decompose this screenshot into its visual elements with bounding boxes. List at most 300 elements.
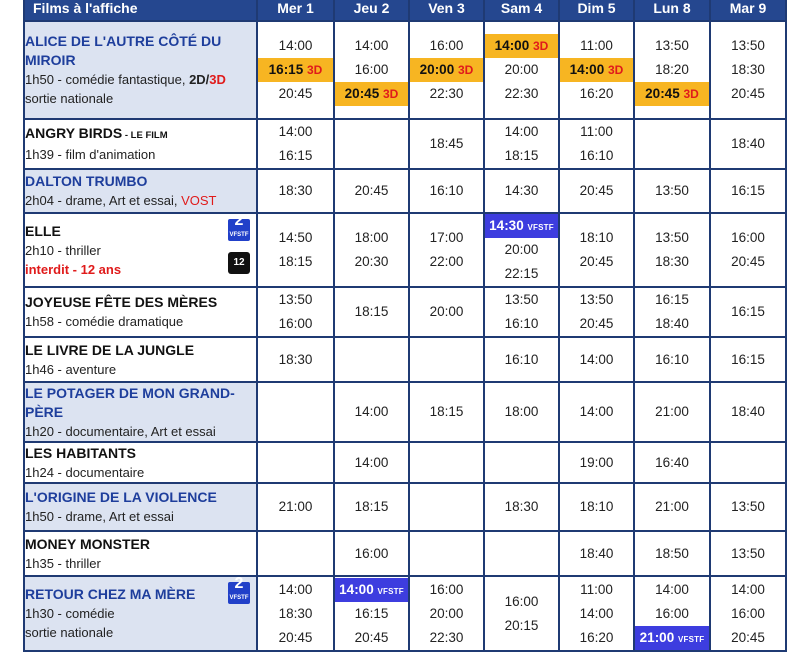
showtime-time: 14:00 <box>579 351 614 367</box>
film-info-cell <box>24 382 257 442</box>
film-info-cell <box>24 21 257 119</box>
showtime[interactable] <box>711 179 785 203</box>
showtime[interactable] <box>410 602 483 626</box>
showtime-time: 20:30 <box>354 254 389 269</box>
showtimes-cell <box>409 21 484 119</box>
showtime-time: 20:45 <box>278 629 313 645</box>
showtimes-cell <box>334 169 409 213</box>
showtime[interactable] <box>485 348 558 372</box>
showtime[interactable] <box>410 226 483 250</box>
showtime-time: 22:30 <box>504 86 539 101</box>
showtime-time: 18:10 <box>579 499 614 514</box>
showtimes-cell <box>710 382 786 442</box>
film-genre: - documentaire, Art et essai <box>53 423 216 439</box>
format-3d-tag: 3D <box>532 39 549 53</box>
showtimes-cell <box>710 531 786 576</box>
showtime-time: 16:15 <box>268 62 304 77</box>
showtime[interactable] <box>635 312 709 336</box>
showtime-time: 21:00 <box>639 629 675 645</box>
format-3d-tag: 3D <box>683 87 699 101</box>
showtime-time: 18:00 <box>354 230 389 245</box>
film-subtitle: - LE FILM <box>122 130 168 141</box>
showtime[interactable] <box>410 250 483 274</box>
showtimes-cell <box>559 287 634 337</box>
showtime[interactable] <box>560 578 633 602</box>
showtime[interactable] <box>335 250 408 274</box>
showtime[interactable] <box>635 451 709 475</box>
showtime-time: 16:20 <box>579 629 614 645</box>
vfstf-tag: VFSTF <box>527 223 554 232</box>
film-title[interactable] <box>25 488 256 507</box>
film-title[interactable] <box>25 32 256 70</box>
format-3d-tag: 3D <box>457 63 474 77</box>
showtime-time: 16:00 <box>429 38 464 53</box>
showtime[interactable] <box>335 179 408 203</box>
film-title[interactable] <box>25 444 256 463</box>
showtime[interactable] <box>258 250 333 274</box>
day-header: Mar 9 <box>710 0 786 21</box>
showtime[interactable] <box>560 400 633 424</box>
film-row <box>24 337 786 382</box>
films-table-body <box>24 21 786 651</box>
film-title[interactable] <box>25 293 256 312</box>
showtime[interactable] <box>485 288 558 312</box>
showtime-time: 16:10 <box>504 351 539 367</box>
film-title-text: RETOUR CHEZ MA MÈRE <box>25 586 196 602</box>
film-duration: 1h46 <box>25 361 54 377</box>
showtimes-cell <box>257 287 334 337</box>
showtimes-cell <box>634 213 710 287</box>
showtimes-cell <box>710 337 786 382</box>
showtime[interactable] <box>410 626 483 650</box>
showtimes-cell <box>334 442 409 483</box>
showtime[interactable] <box>485 144 558 168</box>
showtimes-cell <box>409 213 484 287</box>
film-title[interactable] <box>25 585 256 604</box>
showtimes-cell <box>559 531 634 576</box>
film-title-text: ELLE <box>25 222 61 239</box>
showtime-time: 16:00 <box>731 605 765 621</box>
showtime[interactable] <box>335 58 408 82</box>
showtime[interactable] <box>711 542 785 566</box>
film-duration: 1h30 <box>25 606 54 621</box>
showtime[interactable] <box>560 312 633 336</box>
showtime[interactable] <box>635 348 709 372</box>
showtime[interactable] <box>410 179 483 203</box>
film-title-text: ANGRY BIRDS <box>25 125 123 141</box>
film-genre: - comédie <box>53 606 115 621</box>
showtimes-cell <box>409 287 484 337</box>
showtime-time: 18:10 <box>579 230 614 245</box>
showtime[interactable] <box>635 626 709 650</box>
showtime-time: 14:00 <box>278 38 313 53</box>
showtime[interactable] <box>410 58 483 82</box>
showtimes-cell <box>559 169 634 213</box>
showtimes-cell <box>409 169 484 213</box>
showtime[interactable] <box>711 495 785 519</box>
showtime-time: 16:00 <box>504 593 539 609</box>
showtime[interactable] <box>485 400 558 424</box>
showtimes-cell <box>559 576 634 651</box>
showtime[interactable] <box>335 82 408 106</box>
showtime[interactable] <box>485 82 558 106</box>
showtime[interactable] <box>258 82 333 106</box>
showtime[interactable] <box>560 82 633 106</box>
showtime-time: 13:50 <box>655 183 689 198</box>
showtimes-cell <box>634 169 710 213</box>
showtime[interactable] <box>711 300 785 324</box>
showtimes-cell <box>559 337 634 382</box>
showtime[interactable] <box>485 34 558 58</box>
showtimes-cell <box>559 382 634 442</box>
showtime-time: 18:30 <box>731 62 765 77</box>
film-duration: 1h24 <box>25 464 54 480</box>
showtime[interactable] <box>711 226 785 250</box>
showtime[interactable] <box>485 495 558 519</box>
format-3d-tag: 3D <box>306 63 323 77</box>
showtime[interactable] <box>635 288 709 312</box>
showtimes-cell <box>559 21 634 119</box>
showtime[interactable] <box>410 82 483 106</box>
showtime[interactable] <box>258 120 333 144</box>
showtime[interactable] <box>410 132 483 156</box>
showtimes-cell <box>334 119 409 169</box>
showtime[interactable] <box>560 542 633 566</box>
showtimes-cell <box>257 442 334 483</box>
film-title-text: MONEY MONSTER <box>25 535 150 552</box>
showtimes-cell <box>710 576 786 651</box>
showtime-time: 14:00 <box>731 581 765 597</box>
header-row <box>24 0 786 21</box>
showtimes-cell <box>484 287 559 337</box>
showtimes-cell <box>257 483 334 531</box>
showtimes-cell <box>559 483 634 531</box>
age-12-icon: 12 <box>228 252 250 274</box>
showtime[interactable] <box>711 132 785 156</box>
film-genre: - thriller <box>53 242 101 258</box>
showtime[interactable] <box>711 400 785 424</box>
showtime[interactable] <box>258 144 333 168</box>
film-duration: 1h20 <box>25 423 54 439</box>
showtime[interactable] <box>258 179 333 203</box>
showtime-time: 18:50 <box>655 545 689 561</box>
release-note: sortie nationale <box>25 625 114 640</box>
showtime[interactable] <box>335 602 408 626</box>
film-duration: 2h04 <box>25 193 54 208</box>
showtimes-cell <box>334 382 409 442</box>
showtime-time: 18:15 <box>278 254 313 269</box>
showtime[interactable] <box>258 578 333 602</box>
showtime[interactable] <box>335 626 408 650</box>
film-title[interactable] <box>25 384 256 422</box>
showtime[interactable] <box>258 348 333 372</box>
showtime-time: 14:00 <box>504 124 539 139</box>
showtime[interactable] <box>258 58 333 82</box>
showtime-time: 13:50 <box>504 292 539 307</box>
showtime[interactable] <box>485 590 558 614</box>
showtime[interactable] <box>258 226 333 250</box>
showtime[interactable] <box>258 626 333 650</box>
showtime[interactable] <box>485 262 558 286</box>
showtimes-cell <box>257 337 334 382</box>
showtime-time: 13:50 <box>731 38 765 53</box>
showtime-time: 20:45 <box>579 254 614 269</box>
showtime[interactable] <box>711 348 785 372</box>
showtime[interactable] <box>560 495 633 519</box>
showtime-time: 20:00 <box>504 242 539 257</box>
film-duration: 1h50 <box>25 509 54 524</box>
showtime[interactable] <box>485 214 558 238</box>
film-title-text: DALTON TRUMBO <box>25 173 148 189</box>
film-details <box>25 70 256 89</box>
showtime-time: 18:30 <box>278 605 313 621</box>
film-row <box>24 382 786 442</box>
day-header: Mer 1 <box>257 0 334 21</box>
showtime[interactable] <box>335 400 408 424</box>
film-details <box>25 463 256 482</box>
showtime[interactable] <box>711 602 785 626</box>
film-details <box>25 507 256 526</box>
vost-label: VOST <box>181 193 217 208</box>
showtime[interactable] <box>410 400 483 424</box>
showtime-time: 16:15 <box>655 292 689 307</box>
showtime-time: 13:50 <box>731 499 765 514</box>
showtimes-cell <box>484 576 559 651</box>
showtime[interactable] <box>410 578 483 602</box>
showtime-time: 14:00 <box>579 605 614 621</box>
showtime-time: 14:30 <box>489 218 524 233</box>
showtime-time: 14:00 <box>569 62 605 77</box>
showtimes-cell <box>559 119 634 169</box>
showtime[interactable] <box>711 250 785 274</box>
showtime[interactable] <box>335 451 408 475</box>
showtime-time: 18:40 <box>731 404 765 419</box>
showtimes-cell <box>257 169 334 213</box>
showtimes-cell <box>484 337 559 382</box>
showtime[interactable] <box>258 34 333 58</box>
showtimes-cell <box>334 287 409 337</box>
day-header: Ven 3 <box>409 0 484 21</box>
showtimes-cell <box>484 21 559 119</box>
showtimes-cell <box>257 213 334 287</box>
showtime-time: 16:00 <box>278 316 313 331</box>
film-info-cell <box>24 442 257 483</box>
showtime-time: 16:00 <box>354 545 389 561</box>
film-title-text: LES HABITANTS <box>25 444 136 461</box>
film-row <box>24 21 786 119</box>
showtimes-cell <box>257 119 334 169</box>
showtime-time: 21:00 <box>655 404 689 419</box>
showtime[interactable] <box>635 542 709 566</box>
film-title[interactable] <box>25 124 256 145</box>
showtime[interactable] <box>560 451 633 475</box>
film-duration: 1h50 <box>25 72 54 87</box>
film-genre: - comédie fantastique, <box>53 72 190 87</box>
film-title-text: JOYEUSE FÊTE DES MÈRES <box>25 294 218 310</box>
showtimes-cell <box>484 382 559 442</box>
showtime[interactable] <box>560 120 633 144</box>
showtime-time: 18:30 <box>278 183 313 198</box>
showtime-time: 14:00 <box>494 38 530 53</box>
showtime[interactable] <box>560 226 633 250</box>
showtimes-cell <box>710 442 786 483</box>
showtime-time: 22:30 <box>429 86 464 101</box>
showtime-time: 16:00 <box>731 230 765 245</box>
showtime-time: 18:15 <box>429 404 464 419</box>
showtimes-cell <box>710 287 786 337</box>
showtime[interactable] <box>560 58 633 82</box>
showtime[interactable] <box>560 34 633 58</box>
showtime[interactable] <box>635 250 709 274</box>
showtime-time: 16:40 <box>655 454 689 470</box>
showtime-time: 22:15 <box>504 266 539 281</box>
showtime[interactable] <box>560 288 633 312</box>
showtime[interactable] <box>711 626 785 650</box>
day-header: Dim 5 <box>559 0 634 21</box>
day-header: Sam 4 <box>484 0 559 21</box>
release-note: sortie nationale <box>25 91 114 106</box>
showtime[interactable] <box>560 250 633 274</box>
showtime-time: 14:00 <box>354 38 389 53</box>
showtime[interactable] <box>410 300 483 324</box>
showtime[interactable] <box>410 34 483 58</box>
showtimes-cell <box>484 169 559 213</box>
showtime[interactable] <box>485 238 558 262</box>
showtime[interactable] <box>711 578 785 602</box>
showtime[interactable] <box>635 495 709 519</box>
showtimes-cell <box>334 483 409 531</box>
showtime[interactable] <box>335 495 408 519</box>
showtime[interactable] <box>635 400 709 424</box>
showtime-time: 18:20 <box>655 62 689 77</box>
showtimes-cell <box>634 483 710 531</box>
showtime[interactable] <box>711 58 785 82</box>
film-row <box>24 169 786 213</box>
showtime-time: 18:15 <box>354 499 389 514</box>
showtime-time: 20:45 <box>579 316 614 331</box>
showtime[interactable] <box>635 34 709 58</box>
showtime[interactable] <box>635 602 709 626</box>
showtimes-cell <box>484 213 559 287</box>
film-row <box>24 483 786 531</box>
showtime[interactable] <box>635 82 709 106</box>
showtime-time: 19:00 <box>579 454 614 470</box>
showtime[interactable] <box>335 578 408 602</box>
film-details <box>25 241 256 260</box>
film-details <box>25 554 256 573</box>
showtime[interactable] <box>560 626 633 650</box>
showtime-time: 20:45 <box>579 183 614 198</box>
showtime[interactable] <box>258 312 333 336</box>
showtime[interactable] <box>560 348 633 372</box>
films-header: Films à l'affiche <box>24 0 257 21</box>
showtimes-cell <box>409 337 484 382</box>
showtime-time: 20:45 <box>731 629 765 645</box>
showtimes-cell <box>634 119 710 169</box>
showtimes-cell <box>409 576 484 651</box>
format-3d-tag: 3D <box>607 63 624 77</box>
showtime-time: 20:15 <box>504 617 539 633</box>
showtime-time: 16:10 <box>579 148 614 163</box>
film-title[interactable] <box>25 172 256 191</box>
showtime-time: 13:50 <box>731 545 765 561</box>
showtimes-cell <box>257 576 334 651</box>
day-header: Jeu 2 <box>334 0 409 21</box>
showtime-time: 20:00 <box>504 62 539 77</box>
showtime[interactable] <box>560 602 633 626</box>
film-title[interactable] <box>25 222 256 241</box>
showtime[interactable] <box>335 300 408 324</box>
film-genre: - drame, Art et essai <box>53 509 174 524</box>
film-genre: - drame, Art et essai, <box>53 193 182 208</box>
film-title-text: ALICE DE L'AUTRE CÔTÉ DU MIROIR <box>25 33 222 68</box>
film-info-cell <box>24 576 257 651</box>
showtime[interactable] <box>485 614 558 638</box>
showtime-time: 18:40 <box>655 316 689 331</box>
showtime[interactable] <box>258 288 333 312</box>
showtime-time: 18:15 <box>504 148 539 163</box>
film-title[interactable] <box>25 341 256 360</box>
film-details <box>25 191 256 210</box>
showtimes-cell <box>484 442 559 483</box>
showtimes-cell <box>634 531 710 576</box>
showtime-time: 16:15 <box>731 183 765 198</box>
showtime[interactable] <box>335 226 408 250</box>
film-row <box>24 213 786 287</box>
showtime[interactable] <box>711 82 785 106</box>
showtime[interactable] <box>485 58 558 82</box>
showtimes-cell <box>334 21 409 119</box>
showtimes-table <box>23 0 787 652</box>
showtime[interactable] <box>635 179 709 203</box>
showtime-time: 22:00 <box>429 254 464 269</box>
showtimes-cell <box>334 337 409 382</box>
format-3d-label: 3D <box>209 72 226 87</box>
showtime[interactable] <box>560 144 633 168</box>
showtime[interactable] <box>258 495 333 519</box>
showtimes-cell <box>257 382 334 442</box>
showtime[interactable] <box>635 578 709 602</box>
showtime-time: 13:50 <box>655 230 689 245</box>
showtime[interactable] <box>485 312 558 336</box>
film-details <box>25 604 256 623</box>
showtime-time: 14:00 <box>278 581 313 597</box>
film-details <box>25 145 256 164</box>
vfstf-tag: VFSTF <box>377 586 404 596</box>
film-row <box>24 442 786 483</box>
showtime-time: 16:15 <box>354 605 389 621</box>
showtime-time: 20:45 <box>354 183 389 198</box>
showtime[interactable] <box>560 179 633 203</box>
film-duration: 2h10 <box>25 242 54 258</box>
film-details <box>25 360 256 379</box>
showtime-time: 17:00 <box>429 230 464 245</box>
showtime[interactable] <box>335 34 408 58</box>
showtime[interactable] <box>485 120 558 144</box>
showtime[interactable] <box>635 226 709 250</box>
showtime[interactable] <box>258 602 333 626</box>
showtime-time: 18:30 <box>278 351 313 367</box>
showtime-time: 21:00 <box>655 499 689 514</box>
film-title[interactable] <box>25 535 256 554</box>
format-3d-tag: 3D <box>382 87 399 101</box>
showtime[interactable] <box>485 179 558 203</box>
film-genre: - documentaire <box>53 464 145 480</box>
showtime[interactable] <box>635 58 709 82</box>
showtimes-cell <box>409 119 484 169</box>
showtime[interactable] <box>711 34 785 58</box>
showtime[interactable] <box>335 542 408 566</box>
